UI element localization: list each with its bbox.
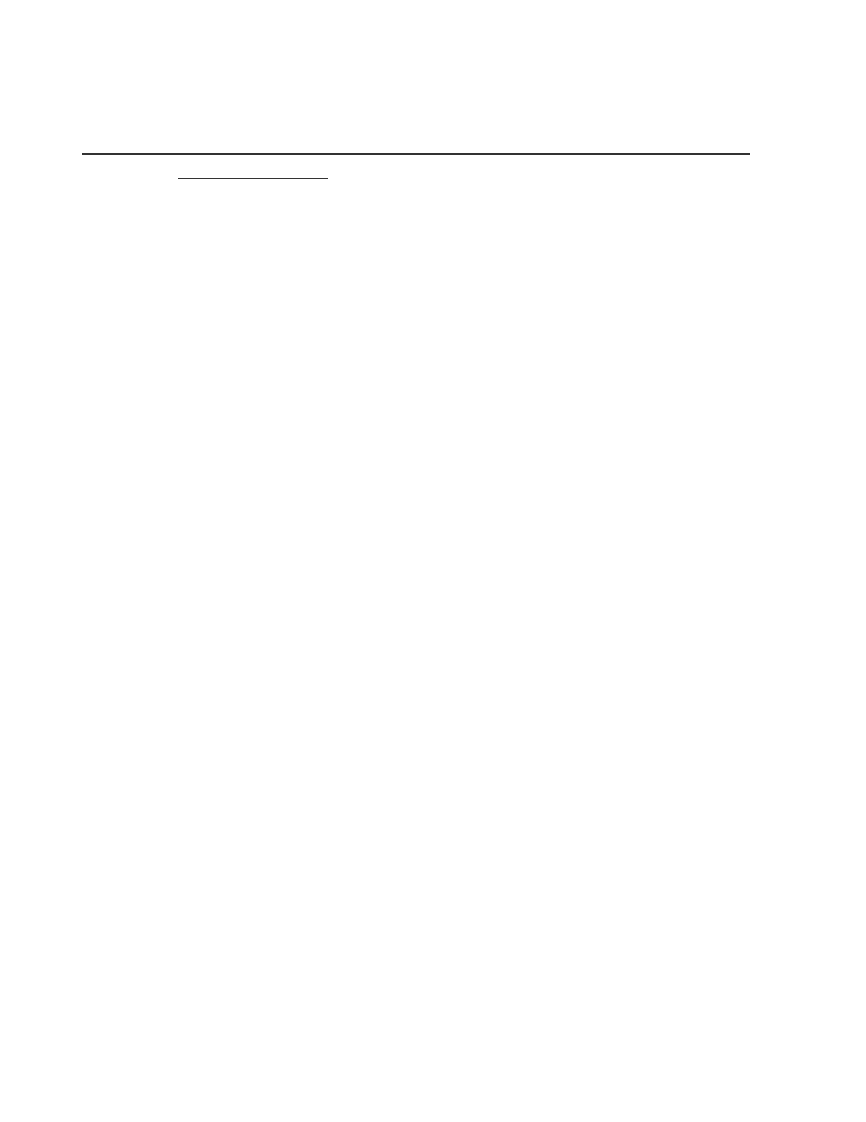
table1-top-rule — [82, 153, 750, 155]
table1-caption — [82, 120, 752, 136]
table1-rule-boys — [178, 178, 328, 179]
running-header-right — [734, 47, 740, 63]
